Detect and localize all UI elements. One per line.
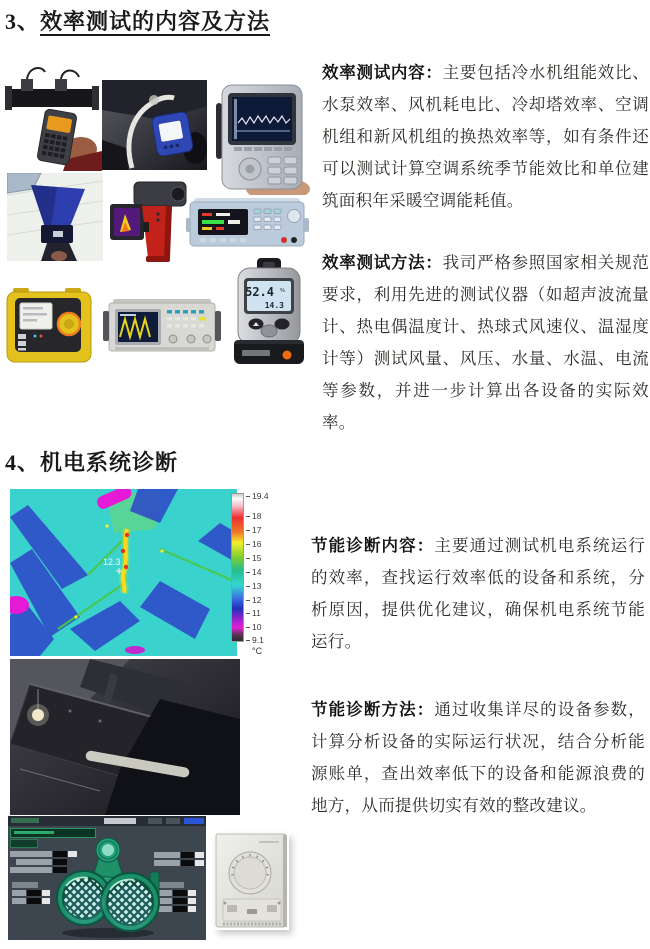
- scale-tick: 10: [246, 622, 261, 632]
- paragraph-body: 我司严格参照国家相关规范要求，利用先进的测试仪器（如超声波流量计、热电偶温度计、热球式风速仪、温湿度计等）测试风量、风压、水量、水温、电流等参数，并进一步计算出各设备的实际效率。: [322, 253, 649, 432]
- bms-field-row: [158, 898, 196, 904]
- thermal-infrared-image: [10, 489, 237, 656]
- thermo-hygrometer-photo: [230, 258, 308, 365]
- heading-title: 效率测试的内容及方法: [40, 9, 271, 34]
- heading-number: 4、: [5, 450, 41, 475]
- section3-heading: [5, 5, 270, 36]
- bms-field-group-header: [12, 882, 38, 888]
- paragraph-body: 主要通过测试机电系统运行的效率，查找运行效率低的设备和系统，分析原因，提供优化建议，确保机电系统节能运行。: [311, 536, 645, 651]
- scale-tick: 15: [246, 553, 261, 563]
- ultrasonic-flow-meter-photo: [5, 63, 102, 171]
- thermostat-graphic: [215, 833, 289, 930]
- thermal-image-figure: [10, 488, 290, 666]
- bms-field-row: [12, 890, 50, 896]
- paragraph-lead: 节能诊断内容：: [311, 536, 435, 555]
- energy-diagnosis-content-paragraph: [311, 530, 645, 658]
- bms-field-row: [158, 906, 196, 912]
- scale-tick: 17: [246, 525, 261, 535]
- humidity-reading: 52.4: [245, 285, 274, 299]
- bms-system-label: [11, 818, 39, 823]
- paragraph-lead: 效率测试方法：: [322, 253, 443, 272]
- efficiency-test-content-paragraph: [322, 57, 649, 217]
- scale-tick: 18: [246, 511, 261, 521]
- bms-button: [166, 818, 180, 824]
- scale-tick: 16: [246, 539, 261, 549]
- scale-tick: 19.4: [246, 491, 269, 501]
- installation-tester-photo: [5, 288, 93, 367]
- thermostat-photo: [215, 833, 289, 930]
- scale-tick: 14: [246, 567, 261, 577]
- bms-tab: [10, 839, 38, 848]
- paragraph-body: 通过收集详尽的设备参数，计算分析设备的实际运行状况，结合分析能源账单，查出效率低下的设备和能源浪费的地方，从而提供切实有效的整改建议。: [311, 700, 645, 815]
- air-flow-capture-hood-photo: [7, 173, 103, 261]
- paragraph-lead: 效率测试内容：: [322, 63, 443, 82]
- bms-field-row: [12, 898, 50, 904]
- heading-number: 3、: [5, 9, 41, 34]
- bms-software-screenshot: [8, 816, 206, 940]
- bms-button: [148, 818, 162, 824]
- bms-datetime-box: [104, 818, 136, 824]
- bms-field-row: [158, 890, 196, 896]
- thermal-spot-value: 12.3: [103, 557, 121, 567]
- paragraph-body: 主要包括冷水机组能效比、水泵效率、风机耗电比、冷却塔效率、空调机组和新风机组的换热效率等，如有条件还可以测试计算空调系统季节能效比和单位建筑面积年采暖空调能耗值。: [322, 63, 649, 210]
- thermal-color-scale-bar: [231, 493, 244, 642]
- bms-page-title-text: [14, 831, 54, 834]
- scale-tick: 12: [246, 595, 261, 605]
- bms-chiller-graphic: [54, 836, 162, 938]
- efficiency-test-method-paragraph: [322, 247, 649, 439]
- scale-tick: 13: [246, 581, 261, 591]
- heading-title: 机电系统诊断: [40, 450, 179, 475]
- energy-diagnosis-method-paragraph: [311, 694, 645, 822]
- scale-tick: 9.1: [246, 635, 264, 645]
- thermal-imaging-camera-photo: [108, 178, 190, 263]
- humidity-unit: %: [280, 288, 285, 294]
- air-duct-photo: [10, 659, 240, 815]
- section4-heading: [5, 446, 178, 477]
- duct-leakage-tester-photo: [102, 80, 207, 170]
- scale-unit-label: °C: [252, 646, 263, 656]
- paragraph-lead: 节能诊断方法：: [311, 700, 435, 719]
- power-quality-analyzer-photo: [212, 83, 312, 195]
- oscilloscope-photo: [103, 295, 221, 357]
- instrument-collage: [5, 55, 312, 375]
- scale-tick: 11: [246, 608, 261, 618]
- benchtop-meter-photo: [186, 196, 311, 258]
- temperature-reading: 14.3: [264, 301, 284, 310]
- bms-home-button: [184, 818, 204, 824]
